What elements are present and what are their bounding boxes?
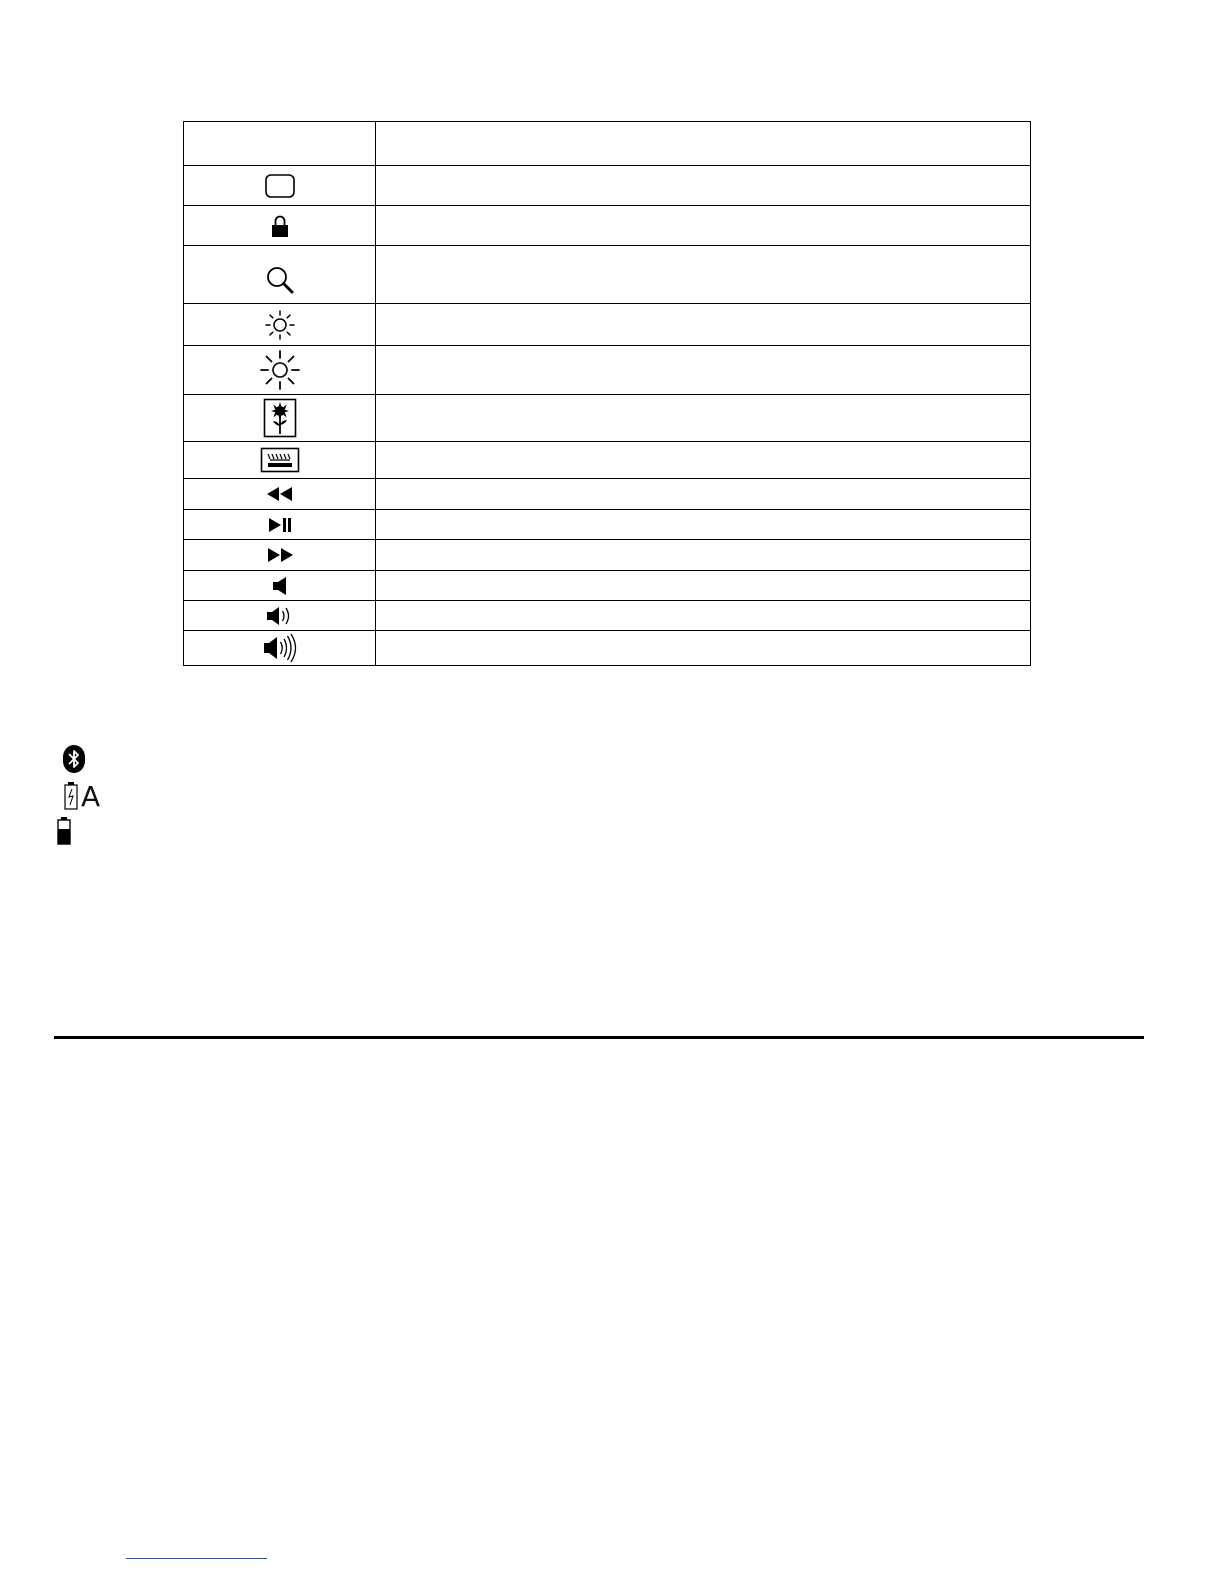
header-description-cell [376, 122, 1031, 166]
mute-icon [270, 575, 290, 597]
description-cell [376, 479, 1031, 510]
battery-charging-icon [63, 781, 79, 811]
brightness-up-icon [258, 349, 302, 391]
description-cell [376, 571, 1031, 601]
description-cell [376, 395, 1031, 442]
table-row [184, 304, 1031, 346]
battery-low-icon [56, 816, 72, 846]
description-cell [376, 510, 1031, 540]
header-icon-cell [184, 122, 376, 166]
volume-down-icon [265, 604, 295, 628]
table-row [184, 246, 1031, 304]
description-cell [376, 166, 1031, 206]
table-row [184, 346, 1031, 395]
home-key-icon [264, 173, 296, 199]
table-row [184, 395, 1031, 442]
status-indicator-bluetooth [54, 744, 174, 780]
table-row [184, 510, 1031, 540]
status-indicator-battery-low [54, 816, 174, 852]
description-cell [376, 304, 1031, 346]
description-cell [376, 346, 1031, 395]
table-row [184, 206, 1031, 246]
table-row [184, 631, 1031, 666]
next-track-icon [265, 546, 295, 564]
description-cell [376, 246, 1031, 304]
description-cell [376, 206, 1031, 246]
status-indicator-battery-charging [54, 780, 174, 816]
function-key-table [183, 121, 1031, 666]
previous-track-icon [265, 485, 295, 503]
section-divider [54, 1036, 1144, 1039]
bluetooth-icon [62, 744, 86, 774]
description-cell [376, 540, 1031, 571]
virtual-keyboard-icon [260, 447, 300, 473]
table-row [184, 442, 1031, 479]
volume-up-icon [262, 633, 298, 663]
table-row [184, 601, 1031, 631]
table-header-row [184, 122, 1031, 166]
table-row [184, 479, 1031, 510]
status-indicator-list [54, 744, 174, 852]
description-cell [376, 601, 1031, 631]
play-pause-icon [267, 516, 293, 534]
description-cell [376, 442, 1031, 479]
brightness-down-icon [262, 308, 298, 342]
description-cell [376, 631, 1031, 666]
lock-icon [269, 214, 291, 238]
auto-indicator-label: A [81, 780, 101, 813]
table-row [184, 540, 1031, 571]
table-row [184, 571, 1031, 601]
slideshow-picture-icon [263, 398, 297, 438]
table-row [184, 166, 1031, 206]
search-icon [264, 264, 296, 296]
footnote-link-underline[interactable] [126, 1558, 267, 1559]
